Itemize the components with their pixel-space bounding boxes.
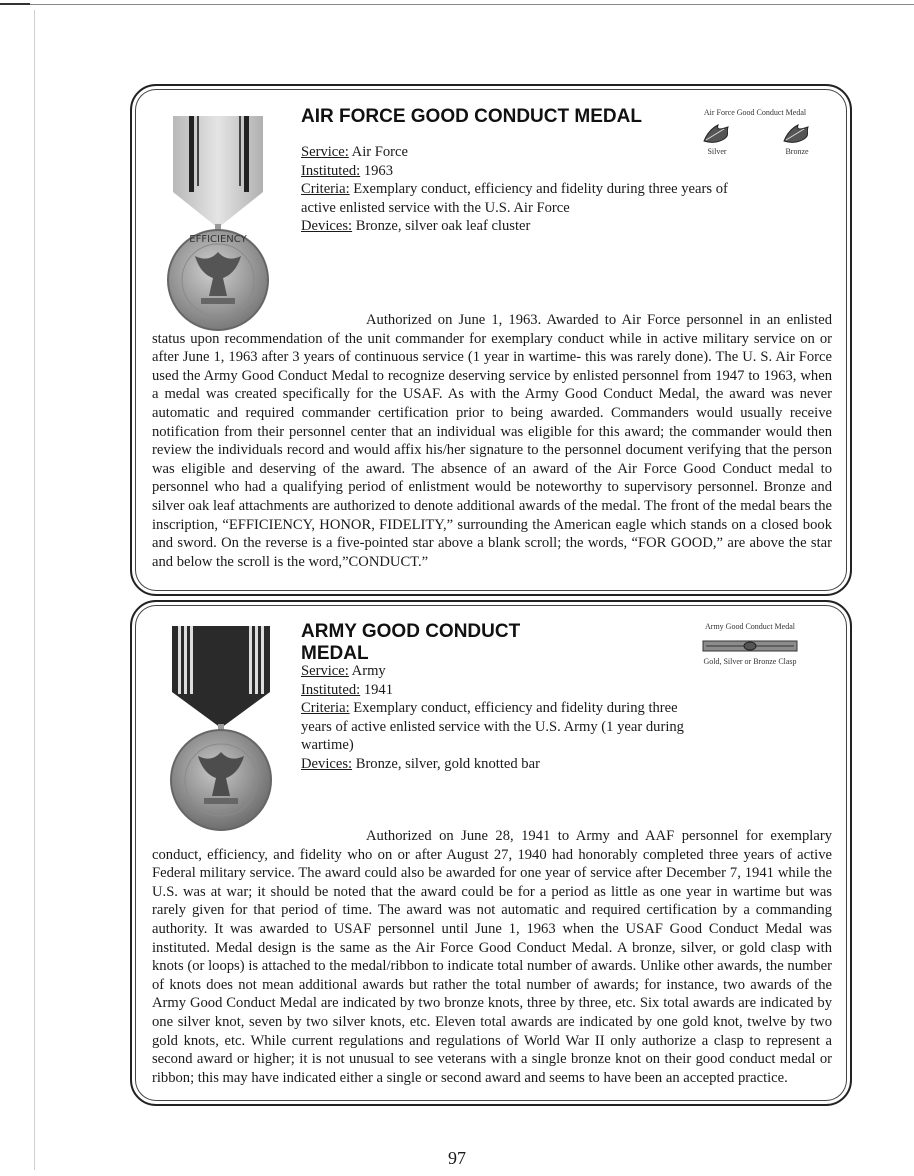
svg-text:EFFICIENCY: EFFICIENCY [189,234,247,245]
scan-top-mark [0,3,30,5]
oak-leaf-icon [702,123,732,145]
page-number: 97 [448,1148,466,1168]
service-label: Service: [301,663,349,679]
devices-row [301,755,701,774]
army-devices-figure [690,622,810,666]
air-force-medal-details [301,143,761,236]
instituted-label: Instituted: [301,162,361,179]
silver-label: Silver [707,147,727,156]
service-value: Air Force [348,144,409,160]
criteria-label: Criteria: [301,700,350,716]
knotted-clasp-icon [702,639,798,653]
instituted-label: Instituted: [301,681,361,698]
oak-leaf-row [690,117,820,156]
army-medal-title: ARMY GOOD CONDUCT MEDAL [301,621,521,664]
device-caption: Air Force Good Conduct Medal [703,108,807,117]
army-medal-description: Authorized on June 28, 1941 to Army and AAF personnel for exemplary conduct, efficiency, and fidelity who on or after August 27, 1940 had honorably completed three years of active Federal military service. The award could also be awarded for one year of service after December 7, 1941 while the U.S. was at war; it should be noted that the award could be for a period as little as one year in wartime but was rarely given for that period of time. The award was not automatic and required certification by a commanding authority. It was awarded to USAF personnel until June 1, 1963 when the USAF Good Conduct Medal was instituted. Medal design is the same as the Air Force Good Conduct Medal. A bronze, silver, or gold clasp with knots (or loops) is attached to the medal/ribbon to indicate total number of awards. Unlike other awards, the number of knots does not mean additional awards but rather the total number of awards; for instance, two awards of the Army Good Conduct Medal are indicated by two bronze knots, three by three, etc. Six total awards are indicated by one silver knot, seven by two silver knots, etc. Eleven total awards are indicated by one gold knot, twelve by two gold knots, etc. While current regulations and regulations of World War II only authorize a clasp to represent a second award or higher; it is not unusual to see veterans with a single bronze knot on their good conduct medal or ribbon; this may have indicated either a single or second award and seems to have been an accepted practice. [152,828,832,1086]
device-caption: Army Good Conduct Medal [705,622,795,631]
silver-oak-leaf [702,123,732,156]
instituted-row [301,162,761,181]
criteria-value: Exemplary conduct, efficiency and fidelity during three years of active enlisted service with the U.S. Army (1 year during wartime) [301,700,684,753]
service-row [301,662,701,681]
service-label: Service: [301,144,349,160]
army-medal-details [301,662,701,773]
army-medal-image [160,622,282,834]
air-force-medal-title: AIR FORCE GOOD CONDUCT MEDAL [301,106,642,127]
scan-left-edge [34,10,35,1170]
service-value: Army [348,663,386,679]
clasp-caption: Gold, Silver or Bronze Clasp [703,657,797,666]
instituted-value: 1963 [360,162,394,179]
devices-value: Bronze, silver, gold knotted bar [352,755,540,772]
instituted-value: 1941 [360,681,394,698]
bronze-label: Bronze [785,147,809,156]
criteria-label: Criteria: [301,181,350,197]
air-force-medal-image [163,110,275,332]
devices-label: Devices: [301,755,353,772]
air-force-medal-description: Authorized on June 1, 1963. Awarded to Air Force personnel in an enlisted status upon recommendation of the unit commander for exemplary conduct while in active military service on or after June 1, 1963 after 3 years of continuous service (1 year in wartime- this was rarely done). The U. S. Air Force used the Army Good Conduct Medal to recognize deserving service by enlisted personnel from 1947 to 1963, when a medal was created specifically for the USAF. As with the Army Good Conduct Medal, the award was never automatic and required commander certification prior to being awarded. Commanders would usually receive notification from their personnel center that an individual was eligible for this award; the commander would then review the individuals record and would affix his/her signature to the personnel document verifying that the person was eligible and deserving of the award. The absence of an award of the Air Force Good Conduct medal to personnel who had a qualifying period of enlistment would be noteworthy to supervisory personnel. Bronze and silver oak leaf attachments are authorized to denote additional awards of the medal. The front of the medal bears the inscription, “EFFICIENCY, HONOR, FIDELITY,” surrounding the American eagle which stands on a closed book and sword. On the reverse is a five-pointed star above a blank scroll; the words, “FOR GOOD,” are above the star and below the scroll is the word,”CONDUCT.” [152,312,832,570]
instituted-row [301,681,701,700]
devices-value: Bronze, silver oak leaf cluster [352,218,531,234]
criteria-value: Exemplary conduct, efficiency and fidelity during three years of active enlisted service with the U.S. Air Force [301,181,728,216]
oak-leaf-icon [782,123,812,145]
bronze-oak-leaf [782,123,812,156]
scan-top-edge [0,4,914,5]
devices-label: Devices: [301,218,353,234]
criteria-row [301,699,701,755]
air-force-devices-figure [690,108,820,156]
devices-row [301,217,761,236]
criteria-row [301,180,761,217]
